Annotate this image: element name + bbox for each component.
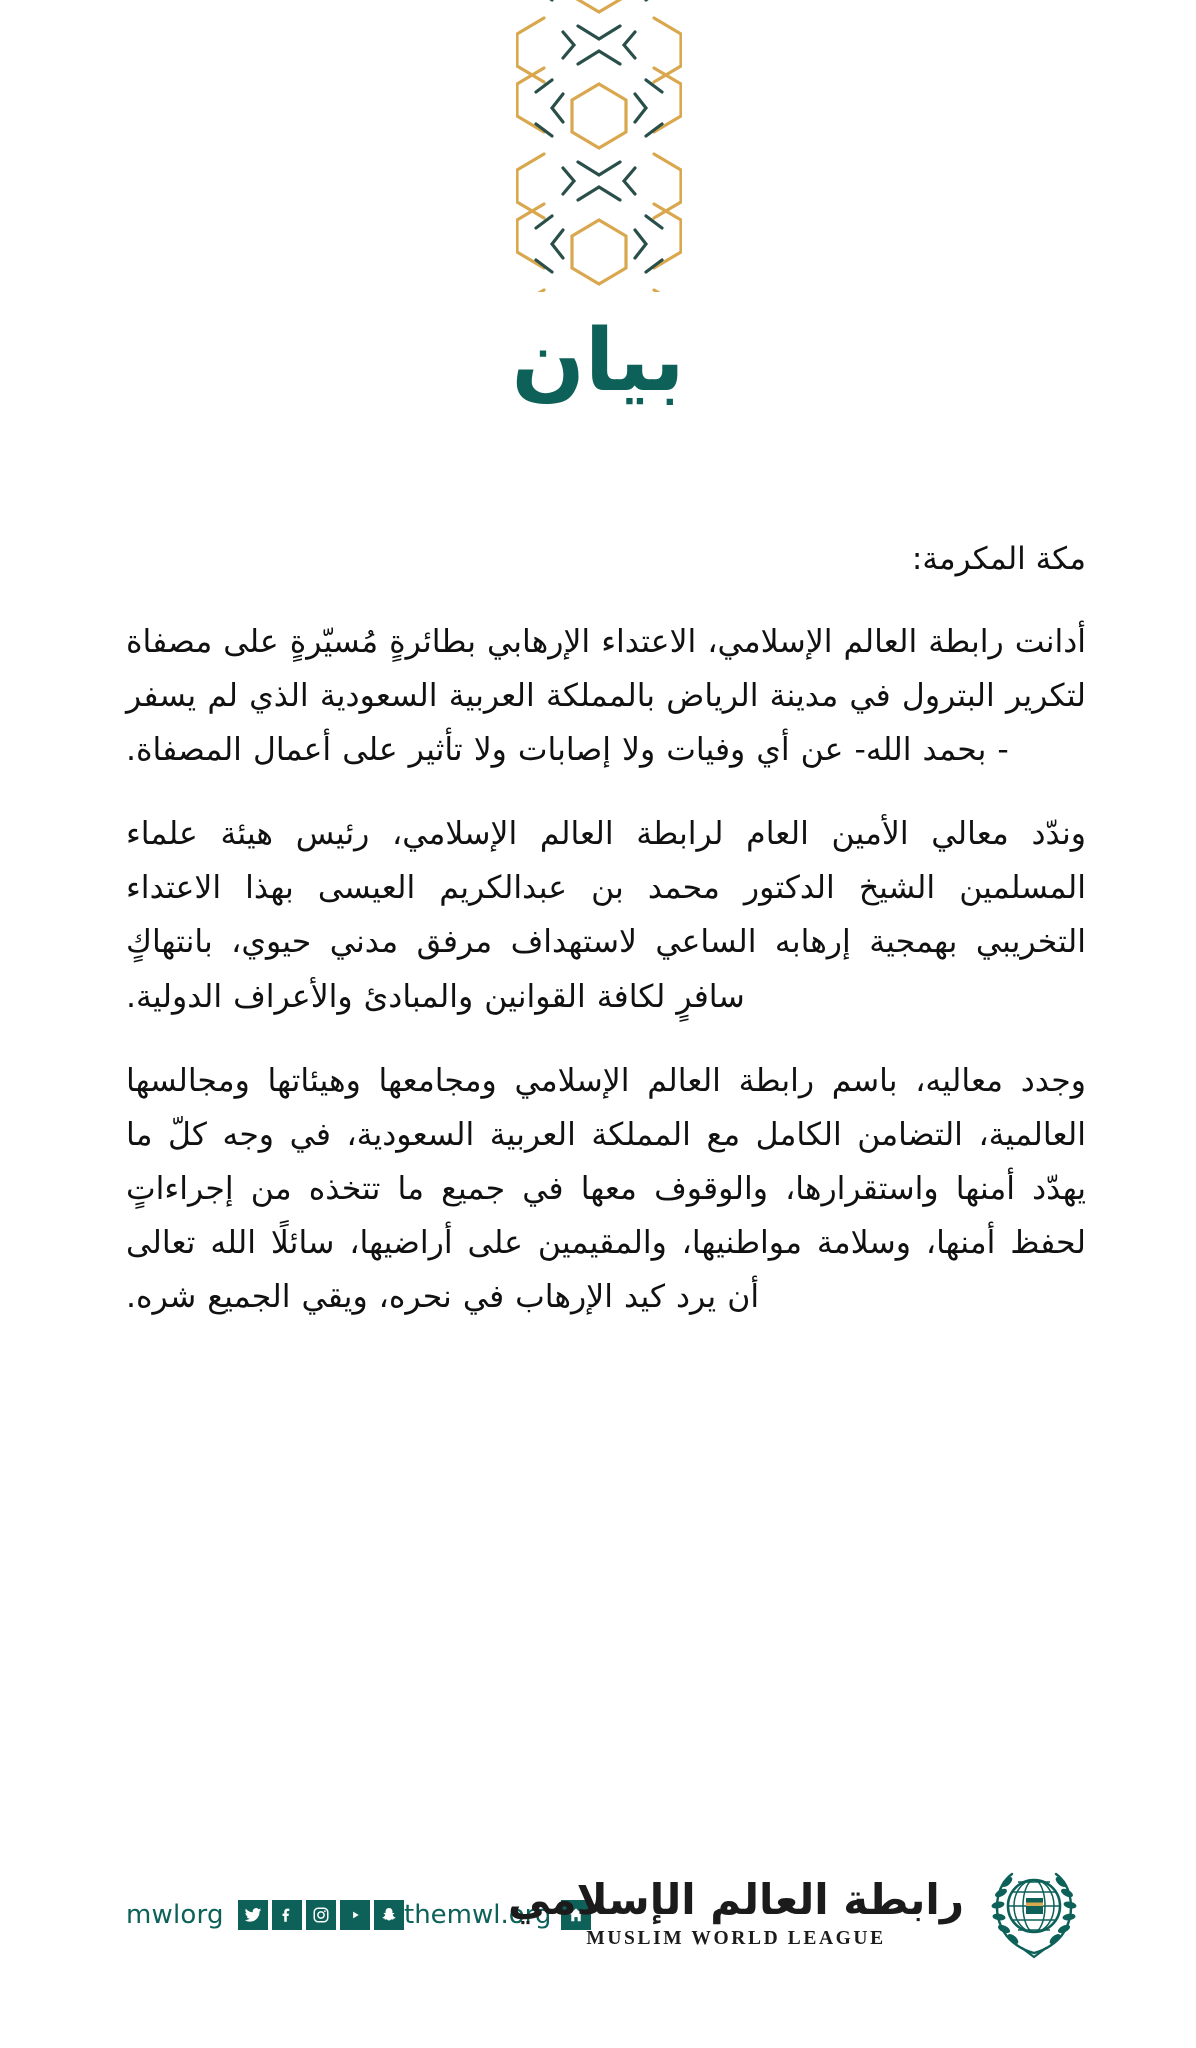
snapchat-icon[interactable] (374, 1900, 404, 1930)
social-handle: mwlorg (126, 1900, 224, 1930)
statement-body (126, 536, 1086, 1325)
instagram-icon[interactable] (306, 1900, 336, 1930)
statement-paragraph-1: أدانت رابطة العالم الإسلامي، الاعتداء الإرهابي بطائرةٍ مُسيّرةٍ على مصفاة لتكرير البترول في مدينة الرياض بالمملكة العربية السعودية الذي لم يسفر - بحمد الله- عن أي وفيات ولا إصابات ولا تأثير على أعمال المصفاة. (126, 623, 1086, 768)
logo-text (508, 1874, 964, 1951)
globe-wreath-emblem (982, 1860, 1086, 1964)
website-url[interactable]: themwl.org (404, 1900, 552, 1930)
dateline-location: مكة المكرمة: (911, 541, 1086, 577)
footer (0, 1838, 1196, 2048)
statement-paragraph-3: وجدد معاليه، باسم رابطة العالم الإسلامي ومجامعها وهيئاتها ومجالسها العالمية، التضامن الكامل مع المملكة العربية السعودية، في وجه كلّ ما يهدّد أمنها واستقرارها، والوقوف معها في جميع ما تتخذه من إجراءاتٍ لحفظ أمنها، وسلامة مواطنيها، والمقيمين على أراضيها، سائلًا الله تعالى أن يرد كيد الإرهاب في نحره، ويقي الجميع شره. (126, 1062, 1086, 1316)
geometric-ornament (516, 0, 682, 292)
social-media-group (126, 1900, 404, 1930)
logo-english-name: MUSLIM WORLD LEAGUE (586, 1928, 886, 1950)
social-icon-row (238, 1900, 404, 1930)
page-title: بيان (511, 311, 685, 411)
facebook-icon[interactable] (272, 1900, 302, 1930)
statement-paragraph-2: وندّد معالي الأمين العام لرابطة العالم الإسلامي، رئيس هيئة علماء المسلمين الشيخ الدكتور محمد بن عبدالكريم العيسى بهذا الاعتداء التخريبي بهمجية إرهابه الساعي لاستهداف مرفق مدني حيوي، بانتهاكٍ سافرٍ لكافة القوانين والمبادئ والأعراف الدولية. (126, 816, 1086, 1015)
logo-arabic-name: رابطة العالم الإسلامي (508, 1874, 964, 1924)
organization-logo (508, 1860, 1086, 1964)
youtube-icon[interactable] (340, 1900, 370, 1930)
twitter-icon[interactable] (238, 1900, 268, 1930)
